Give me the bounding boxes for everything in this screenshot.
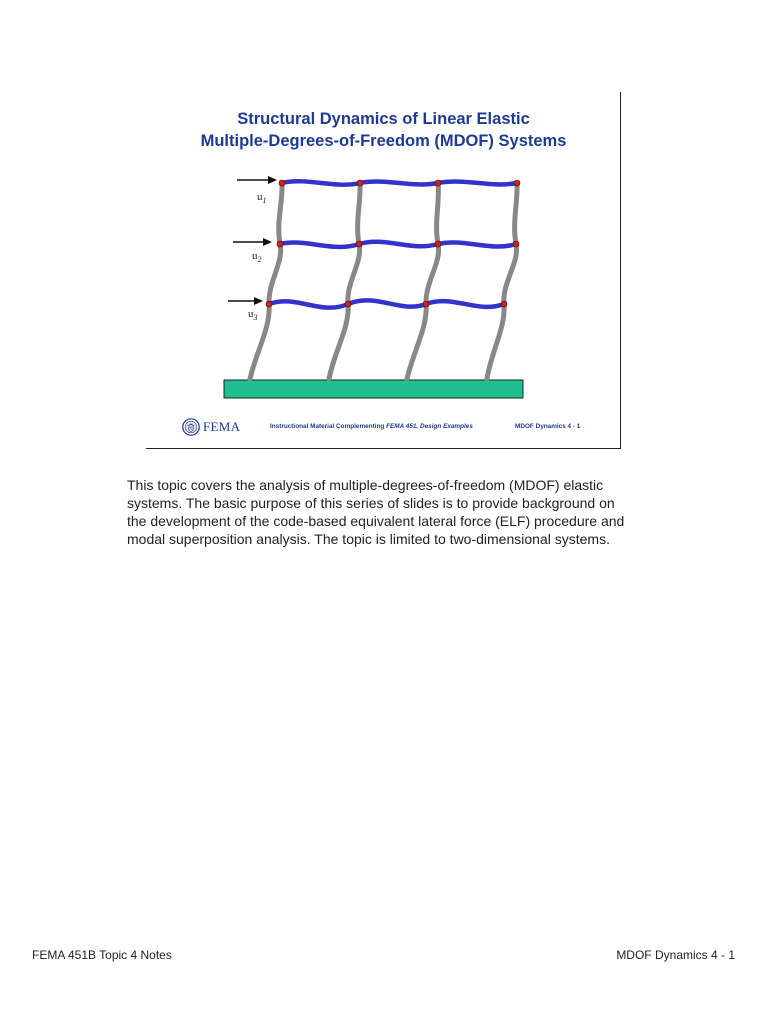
node — [423, 301, 429, 307]
frame-diagram — [146, 92, 621, 449]
notes-text: This topic covers the analysis of multiple-degrees-of-freedom (MDOF) elastic systems. The basic purpose of this series of slides is to provide background on the development of the code-based equivalent lateral force (ELF) procedure and modal superposition analysis. The topic is limited to two-dimensional systems. — [127, 477, 625, 547]
node — [279, 180, 285, 186]
page-footer-right: MDOF Dynamics 4 - 1 — [616, 948, 735, 962]
column-4 — [487, 183, 517, 379]
slide — [146, 92, 621, 449]
page-footer-left: FEMA 451B Topic 4 Notes — [32, 948, 172, 962]
node — [514, 180, 520, 186]
arrow-u2-head — [263, 238, 272, 246]
slide-title-line-2: Multiple-Degrees-of-Freedom (MDOF) Systems — [200, 132, 567, 150]
beam-level-2 — [280, 242, 516, 247]
arrow-u3-head — [254, 297, 263, 305]
dhs-seal-icon — [182, 418, 200, 436]
node — [277, 241, 283, 247]
column-3 — [407, 183, 439, 379]
fema-logo-text: FEMA — [203, 419, 241, 434]
node — [513, 241, 519, 247]
dof-label-u1: $u_1$ — [257, 191, 267, 205]
slide-footer-number: MDOF Dynamics 4 - 1 — [515, 423, 581, 430]
slide-title-line-1: Structural Dynamics of Linear Elastic — [237, 110, 530, 128]
beam-level-3 — [269, 300, 504, 307]
node — [357, 180, 363, 186]
column-2 — [329, 183, 360, 379]
node — [266, 301, 272, 307]
node — [345, 301, 351, 307]
node — [435, 180, 441, 186]
ground-base — [224, 380, 523, 398]
caption-italic: FEMA 451, Design Examples — [386, 423, 473, 430]
dof-label-u3: $u_3$ — [248, 308, 258, 322]
slide-footer-caption — [270, 423, 473, 430]
caption-prefix: Instructional Material Complementing — [270, 423, 387, 430]
node — [356, 241, 362, 247]
node — [501, 301, 507, 307]
beam-level-1 — [282, 181, 517, 184]
slide-footer — [146, 415, 621, 437]
arrow-u1-head — [268, 176, 277, 184]
column-1 — [250, 183, 282, 379]
node — [435, 241, 441, 247]
fema-logo — [182, 418, 240, 436]
dof-label-u2: $u_2$ — [252, 250, 262, 264]
